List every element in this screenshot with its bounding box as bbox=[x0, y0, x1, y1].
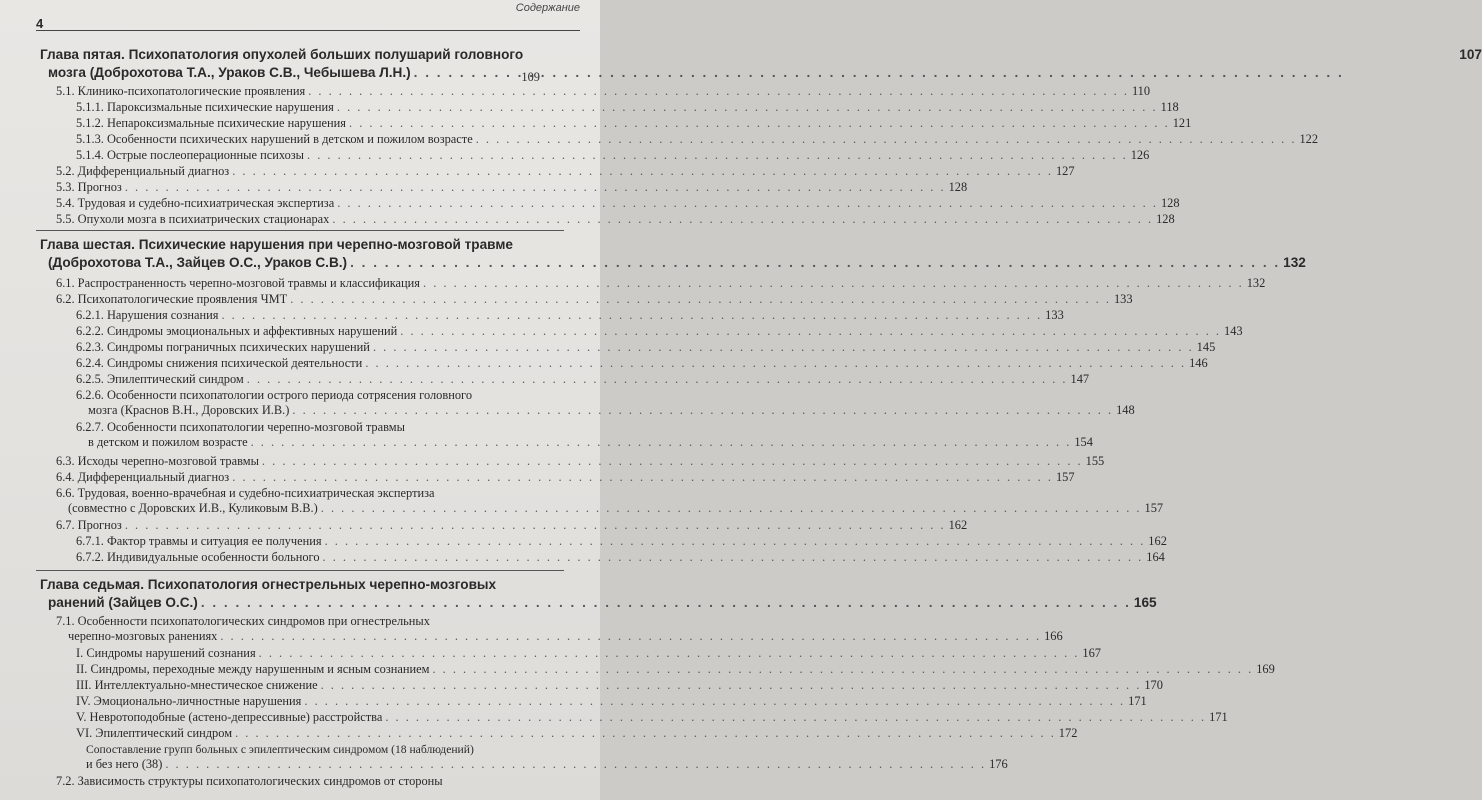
toc-entry-7-1-comparison: Сопоставление групп больных с эпилептическим синдромом (18 наблюдений) и без него (38) . . . 176 bbox=[86, 742, 540, 772]
page-number: 4 bbox=[36, 16, 44, 31]
toc-entry-7-1: 7.1. Особенности психопатологических синдромов при огнестрельных черепно-мозговых ранениях . . . 166 bbox=[56, 614, 540, 644]
toc-entry-6-7: 6.7. Прогноз . . . 162 bbox=[56, 518, 540, 533]
toc-entry-6-2-6: 6.2.6. Особенности психопатологии острого периода сотрясения головного мозга (Краснов В.Н., Доровских И.В.) . . . 148 bbox=[76, 388, 540, 418]
toc-entry-5-1-3: 5.1.3. Особенности психических нарушений в детском и пожилом возрасте . . . 122 bbox=[76, 132, 540, 147]
toc-entry-5-3: 5.3. Прогноз . . . 128 bbox=[56, 180, 540, 195]
section-divider bbox=[36, 570, 564, 571]
toc-entry-5-2: 5.2. Дифференциальный диагноз . . . 127 bbox=[56, 164, 540, 179]
toc-entry-5-1-2: 5.1.2. Непароксизмальные психические нарушения . . . 121 bbox=[76, 116, 540, 131]
toc-entry-5-1-1: 5.1.1. Пароксизмальные психические нарушения . . . 118 bbox=[76, 100, 540, 115]
toc-entry-7-1-vi: VI. Эпилептический синдром . . . 172 bbox=[76, 726, 540, 741]
toc-entry-6-6: 6.6. Трудовая, военно-врачебная и судебно-психиатрическая экспертиза (совместно с Доровских И.В., Куликовым В.В.) . . . 157 bbox=[56, 486, 540, 516]
toc-page-number: 109 bbox=[521, 70, 540, 84]
chapter-7-heading: Глава седьмая. Психопатология огнестрельных черепно-мозговых ранений (Зайцев О.С.) . . . 165 bbox=[40, 576, 540, 612]
toc-entry-6-7-1: 6.7.1. Фактор травмы и ситуация ее получения . . . 162 bbox=[76, 534, 540, 549]
toc-entry-5-5: 5.5. Опухоли мозга в психиатрических стационарах . . . 128 bbox=[56, 212, 540, 227]
toc-entry-5-1-4: 5.1.4. Острые послеоперационные психозы . . . 126 bbox=[76, 148, 540, 163]
toc-entry-6-2-7: 6.2.7. Особенности психопатологии черепно-мозговой травмы в детском и пожилом возрасте . . . 154 bbox=[76, 420, 540, 450]
toc-entry-6-2-2: 6.2.2. Синдромы эмоциональных и аффективных нарушений . . . 143 bbox=[76, 324, 540, 339]
toc-entry-7-1-ii: II. Синдромы, переходные между нарушенным и ясным сознанием . . . 169 bbox=[76, 662, 540, 677]
toc-entry-7-2 bbox=[56, 774, 540, 789]
chapter-5-heading: Глава пятая. Психопатология опухолей больших полушарий головного 107 мозга (Доброхотова Т.А., Ураков С.В., Чебышева Л.Н.) . . . bbox=[40, 46, 540, 82]
toc-entry-7-1-iii: III. Интеллектуально-мнестическое снижение . . . 170 bbox=[76, 678, 540, 693]
toc-entry-6-2-4: 6.2.4. Синдромы снижения психической деятельности . . . 146 bbox=[76, 356, 540, 371]
toc-entry-5-4: 5.4. Трудовая и судебно-психиатрическая экспертиза . . . 128 bbox=[56, 196, 540, 211]
toc-entry-6-2-1: 6.2.1. Нарушения сознания . . . 133 bbox=[76, 308, 540, 323]
toc-entry-5-1: 5.1. Клинико-психопатологические проявления . . . 110 bbox=[56, 84, 540, 99]
toc-entry-6-2: 6.2. Психопатологические проявления ЧМТ . . . 133 bbox=[56, 292, 540, 307]
section-divider bbox=[36, 230, 564, 231]
running-title: Содержание bbox=[515, 2, 580, 14]
toc-entry-6-3: 6.3. Исходы черепно-мозговой травмы . . . 155 bbox=[56, 454, 540, 469]
chapter-6-page: 132 bbox=[1283, 255, 1306, 270]
toc-entry-6-2-5: 6.2.5. Эпилептический синдром . . . 147 bbox=[76, 372, 540, 387]
chapter-6-heading: Глава шестая. Психические нарушения при черепно-мозговой травме (Доброхотова Т.А., Зайцев О.С., Ураков С.В.) . . . 132 bbox=[40, 236, 540, 272]
toc-entry-6-1: 6.1. Распространенность черепно-мозговой травмы и классификация . . . 132 bbox=[56, 276, 540, 291]
toc-entry-7-1-i: I. Синдромы нарушений сознания . . . 167 bbox=[76, 646, 540, 661]
toc-entry-7-1-iv: IV. Эмоционально-личностные нарушения . . . 171 bbox=[76, 694, 540, 709]
page-header bbox=[36, 2, 580, 31]
toc-entry-6-4: 6.4. Дифференциальный диагноз . . . 157 bbox=[56, 470, 540, 485]
toc-entry-7-1-v: V. Невротоподобные (астено-депрессивные) расстройства . . . 171 bbox=[76, 710, 540, 725]
toc-entry-6-7-2: 6.7.2. Индивидуальные особенности больного . . . 164 bbox=[76, 550, 540, 565]
toc-entry-6-2-3: 6.2.3. Синдромы пограничных психических нарушений . . . 145 bbox=[76, 340, 540, 355]
toc-entry-text: 7.2. Зависимость структуры психопатологических синдромов от стороны bbox=[56, 774, 443, 788]
chapter-5-page: 107 bbox=[1459, 47, 1482, 62]
chapter-7-page: 165 bbox=[1133, 595, 1157, 610]
